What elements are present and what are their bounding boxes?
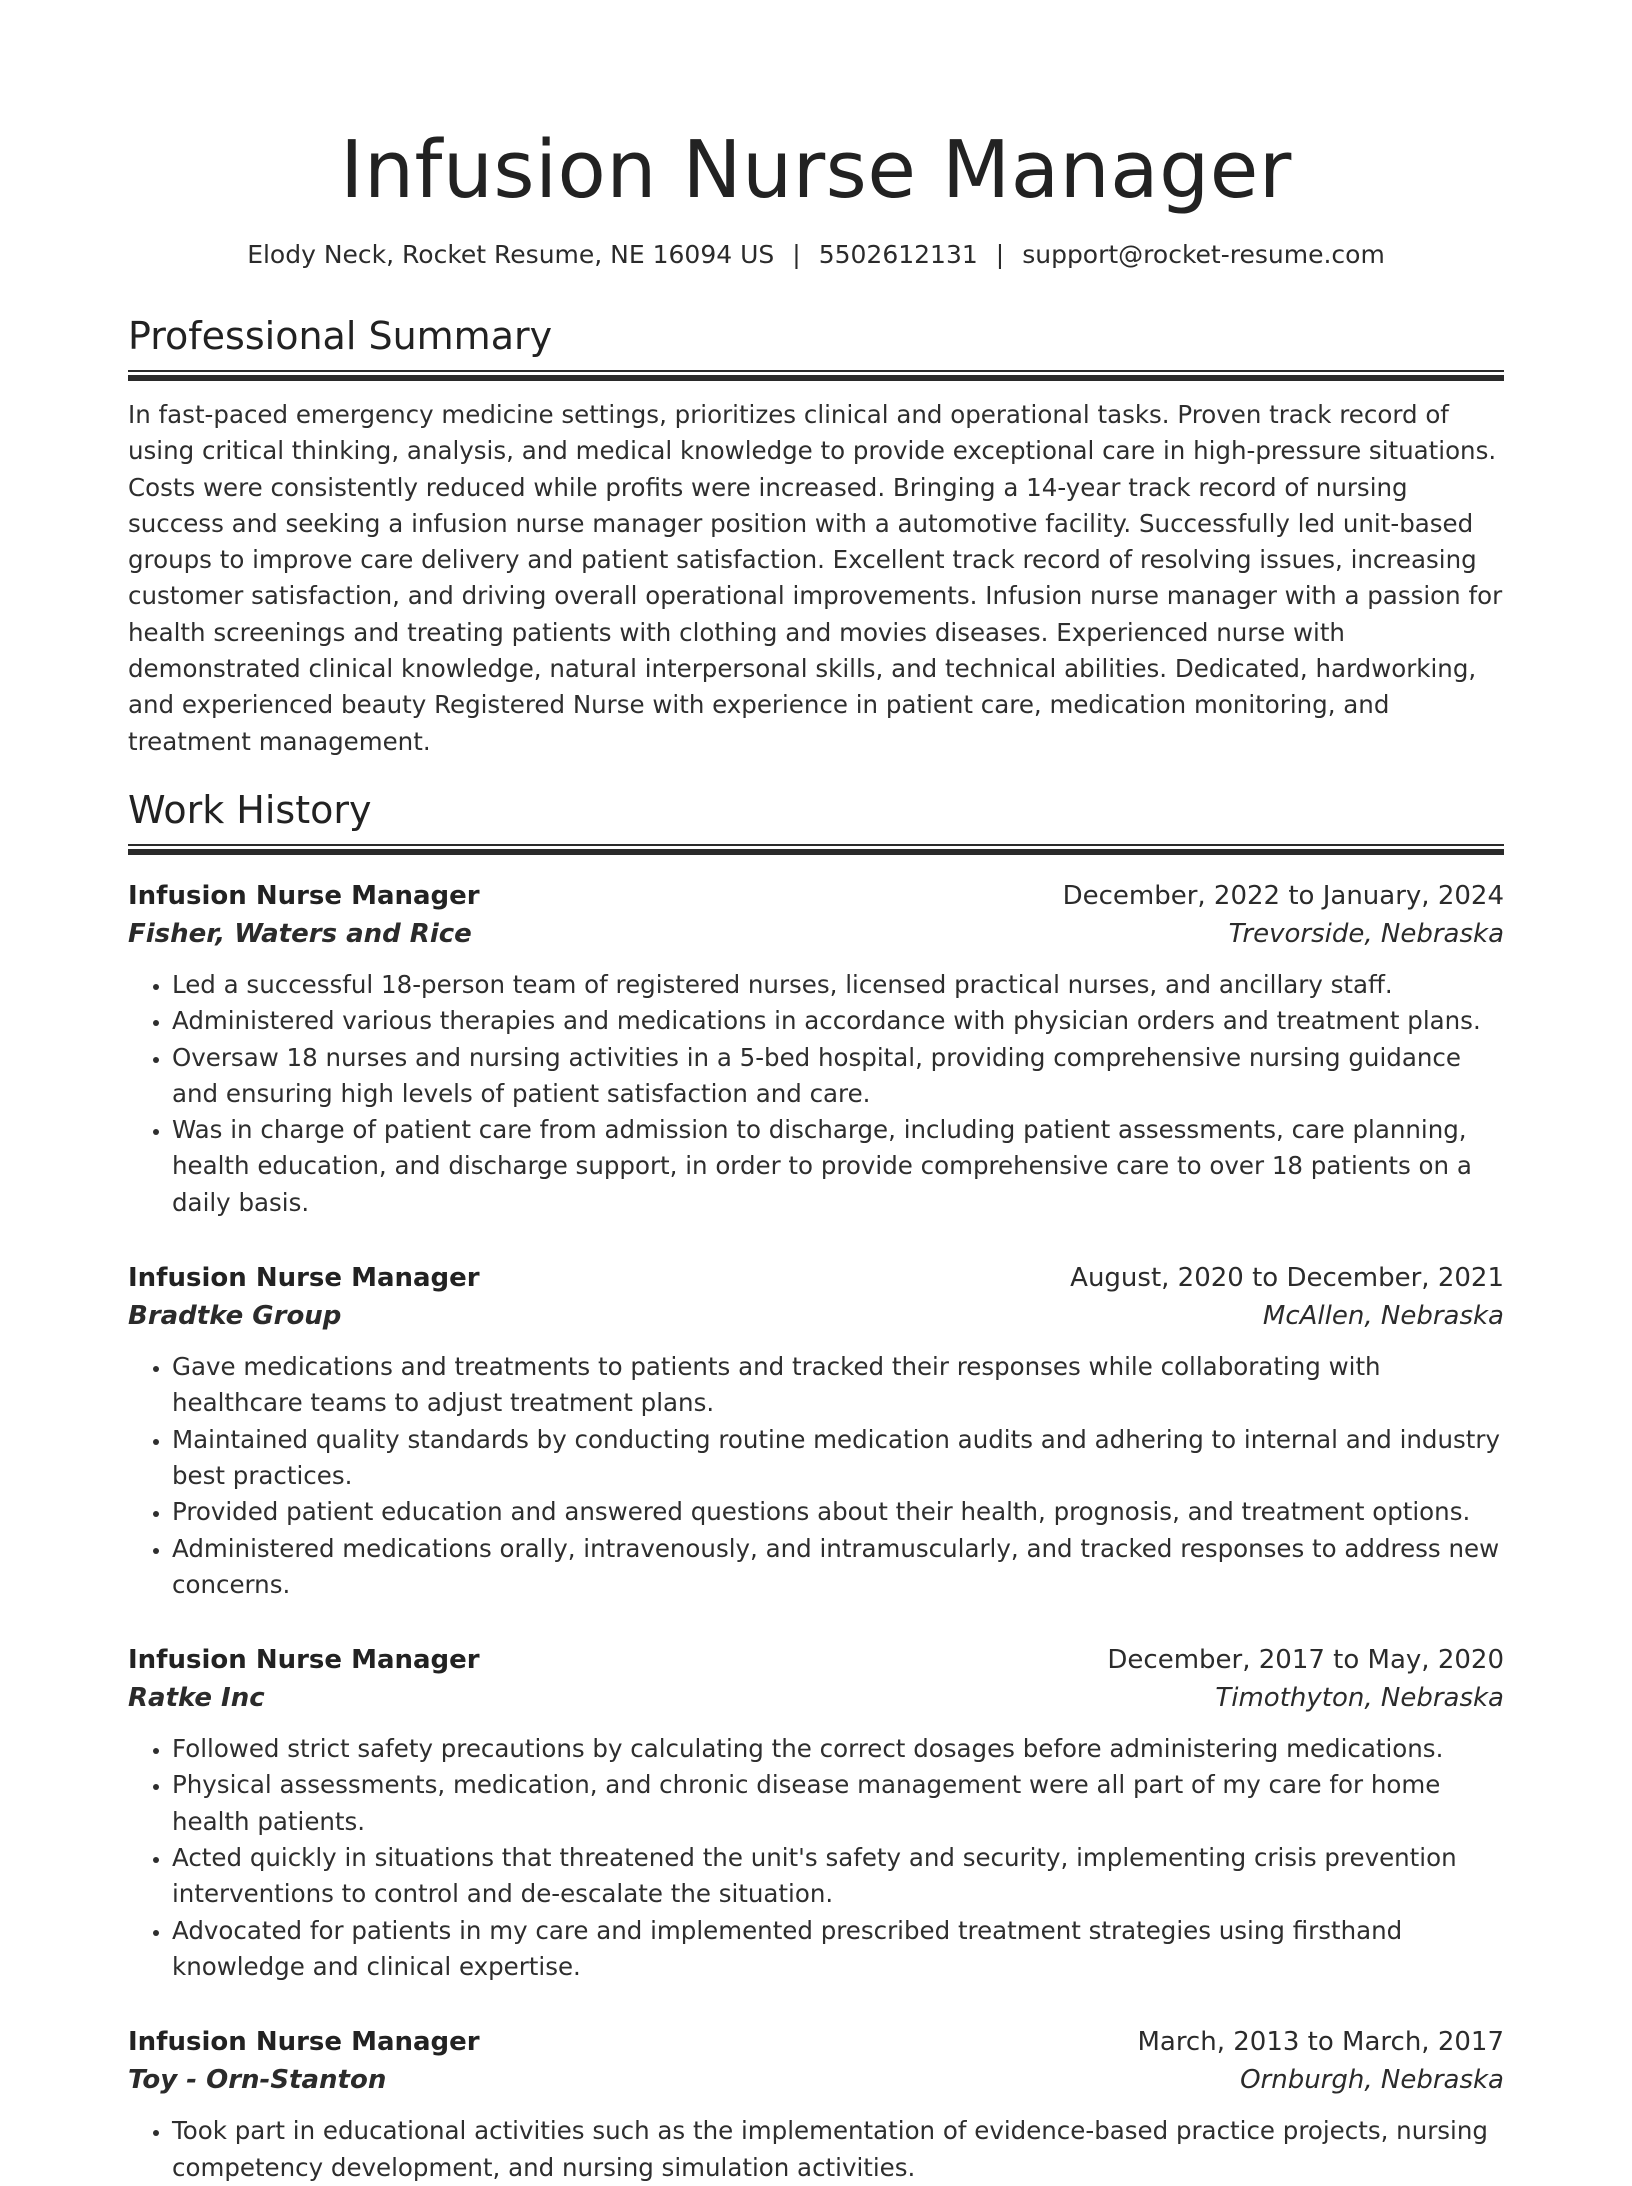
contact-line (128, 238, 1504, 272)
professional-summary-text: In fast-paced emergency medicine settings, prioritizes clinical and operational tasks. Proven track record of using critical thinking, analysis, and medical knowledge to provide exceptional care in high-pressure situations. Costs were consistently reduced while profits were increased. Bringing a 14-year track record of nursing success and seeking a infusion nurse manager position with a automotive facility. Successfully led unit-based groups to improve care delivery and patient satisfaction. Excellent track record of resolving issues, increasing customer satisfaction, and driving overall operational improvements. Infusion nurse manager with a passion for health screenings and treating patients with clothing and movies diseases. Experienced nurse with demonstrated clinical knowledge, natural interpersonal skills, and technical abilities. Dedicated, hardworking, and experienced beauty Registered Nurse with experience in patient care, medication monitoring, and treatment management. (128, 400, 1503, 756)
job-bullet: • Administered medications orally, intravenously, and intramuscularly, and tracked responses to address new concerns. (172, 1531, 1504, 1604)
job-location: McAllen, Nebraska (1262, 1301, 1504, 1332)
job-dates: March, 2013 to March, 2017 (1137, 2027, 1504, 2058)
job-bullet-list (128, 1731, 1504, 1985)
job-company: Bradtke Group (128, 1301, 342, 1332)
job-bullet: • Provided patient education and answered questions about their health, prognosis, and treatment options. (172, 1494, 1504, 1530)
job-company: Fisher, Waters and Rice (128, 918, 472, 949)
job-entry (128, 1641, 1504, 1985)
job-bullet: • Followed strict safety precautions by calculating the correct dosages before administering medications. (172, 1731, 1504, 1767)
job-bullet: • Took part in educational activities such as the implementation of evidence-based practice projects, nursing competency development, and nursing simulation activities. (172, 2113, 1504, 2186)
contact-separator: | (995, 240, 1005, 269)
job-company: Toy - Orn-Stanton (128, 2065, 387, 2096)
job-company-row (128, 1679, 1504, 1717)
job-company-row (128, 915, 1504, 953)
job-company-row (128, 2061, 1504, 2099)
job-dates: December, 2022 to January, 2024 (1062, 880, 1504, 911)
contact-email[interactable]: support@rocket-resume.com (1022, 240, 1385, 269)
contact-phone: 5502612131 (818, 240, 978, 269)
job-company: Ratke Inc (128, 1683, 265, 1714)
section-title-professional-summary: Professional Summary (128, 314, 553, 358)
job-bullet: • Acted quickly in situations that threatened the unit's safety and security, implementing crisis prevention interventions to control and de-escalate the situation. (172, 1840, 1504, 1913)
job-bullet-list (128, 967, 1504, 1221)
job-entry (128, 877, 1504, 1221)
job-bullet: • Maintained quality standards by conducting routine medication audits and adhering to internal and industry best practices. (172, 1422, 1504, 1495)
contact-separator: | (792, 240, 801, 269)
job-header-row (128, 2023, 1504, 2061)
section-title-work-history: Work History (128, 787, 372, 832)
job-bullet-list (128, 1349, 1504, 1603)
job-location: Trevorside, Nebraska (1228, 918, 1504, 949)
section-divider (128, 844, 1504, 855)
job-title: Infusion Nurse Manager (128, 2027, 480, 2058)
section-divider (128, 370, 1504, 381)
job-title: Infusion Nurse Manager (128, 1645, 480, 1676)
resume-name-heading: Infusion Nurse Manager (340, 124, 1292, 216)
job-dates: December, 2017 to May, 2020 (1107, 1645, 1504, 1676)
job-header-row (128, 1641, 1504, 1679)
job-dates: August, 2020 to December, 2021 (1070, 1263, 1504, 1294)
job-bullet: • Gave medications and treatments to patients and tracked their responses while collaborating with healthcare teams to adjust treatment plans. (172, 1349, 1504, 1422)
job-bullet: • Was in charge of patient care from admission to discharge, including patient assessments, care planning, health education, and discharge support, in order to provide comprehensive care to over 18 patients on a daily basis. (172, 1112, 1504, 1221)
job-bullet: • Advocated for patients in my care and implemented prescribed treatment strategies using firsthand knowledge and clinical expertise. (172, 1913, 1504, 1986)
job-title: Infusion Nurse Manager (128, 880, 480, 911)
job-title: Infusion Nurse Manager (128, 1263, 480, 1294)
job-entry (128, 1259, 1504, 1603)
job-bullet: • Oversaw 18 nurses and nursing activities in a 5-bed hospital, providing comprehensive nursing guidance and ensuring high levels of patient satisfaction and care. (172, 1040, 1504, 1113)
job-location: Ornburgh, Nebraska (1240, 2065, 1504, 2096)
contact-address: Elody Neck, Rocket Resume, NE 16094 US (247, 240, 775, 269)
job-company-row (128, 1297, 1504, 1335)
job-bullet-list (128, 2113, 1504, 2186)
job-bullet: • Physical assessments, medication, and chronic disease management were all part of my care for home health patients. (172, 1767, 1504, 1840)
job-entry (128, 2023, 1504, 2186)
job-header-row (128, 877, 1504, 915)
job-location: Timothyton, Nebraska (1215, 1683, 1504, 1714)
job-bullet: • Administered various therapies and medications in accordance with physician orders and treatment plans. (172, 1003, 1504, 1039)
job-header-row (128, 1259, 1504, 1297)
job-bullet: • Led a successful 18-person team of registered nurses, licensed practical nurses, and ancillary staff. (172, 967, 1504, 1003)
resume-page (128, 0, 1504, 2186)
